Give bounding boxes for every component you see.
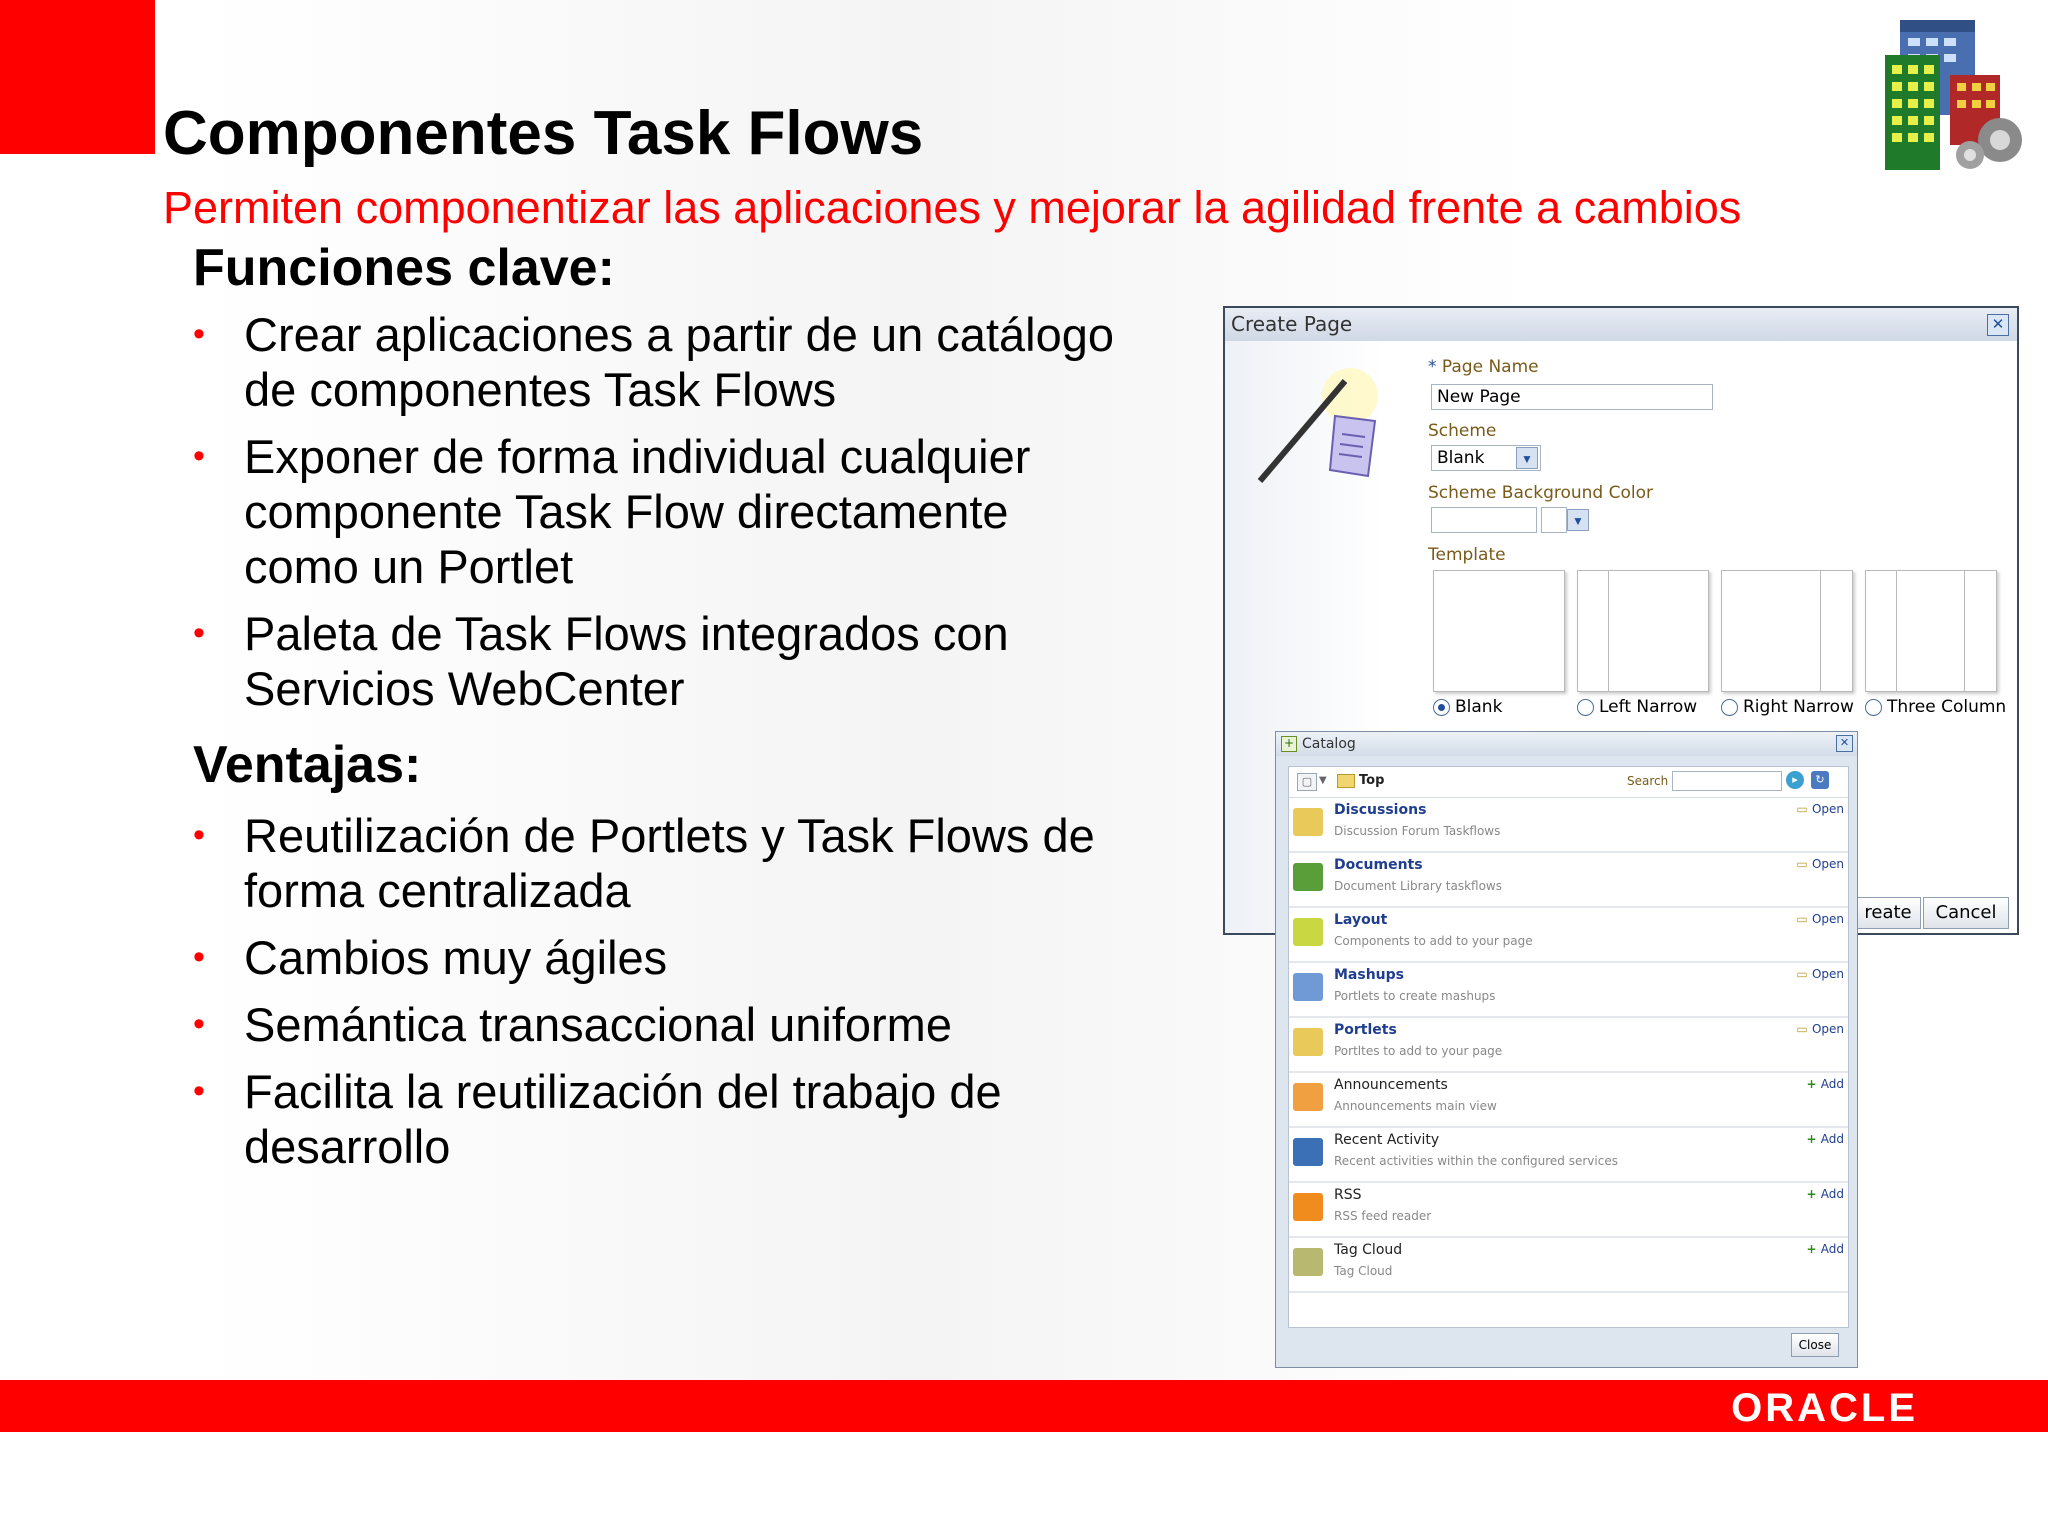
catalog-row-name[interactable]: Mashups bbox=[1334, 967, 1404, 983]
catalog-row-name[interactable]: Layout bbox=[1334, 912, 1388, 928]
add-link[interactable] bbox=[1807, 1132, 1844, 1146]
list-item: • Reutilización de Portlets y Task Flows de forma centralizada bbox=[193, 809, 1095, 917]
plus-icon: + bbox=[1806, 1187, 1821, 1201]
bullet-icon: • bbox=[193, 614, 205, 652]
catalog-row-name[interactable]: Documents bbox=[1334, 857, 1423, 873]
add-link[interactable] bbox=[1807, 1077, 1844, 1091]
catalog-row-name[interactable]: Tag Cloud bbox=[1334, 1242, 1403, 1258]
catalog-row[interactable] bbox=[1289, 1018, 1848, 1073]
folder-icon bbox=[1337, 774, 1355, 788]
catalog-add-icon: + bbox=[1281, 736, 1297, 752]
action-label: Add bbox=[1820, 1242, 1844, 1256]
scheme-bg-color-field[interactable] bbox=[1431, 507, 1537, 533]
page-name-label: * Page Name bbox=[1428, 357, 1539, 377]
action-label: Open bbox=[1811, 857, 1844, 871]
action-label: Add bbox=[1820, 1077, 1844, 1091]
plus-icon: + bbox=[1806, 1132, 1821, 1146]
buildings-logo-icon bbox=[1880, 20, 2030, 175]
breadcrumb[interactable]: Top bbox=[1359, 773, 1385, 788]
catalog-row-name[interactable]: Portlets bbox=[1334, 1022, 1397, 1038]
search-label: Search bbox=[1627, 774, 1669, 788]
template-blank-preview[interactable] bbox=[1433, 570, 1565, 692]
chevron-down-icon[interactable]: ▼ bbox=[1516, 447, 1538, 469]
catalog-row[interactable] bbox=[1289, 1073, 1848, 1128]
chevron-down-icon[interactable]: ▼ bbox=[1567, 509, 1589, 531]
oracle-logo: ORACLE bbox=[1731, 1386, 1918, 1430]
folder-icon bbox=[1293, 808, 1323, 836]
radio-left-narrow-label: Left Narrow bbox=[1599, 697, 1698, 717]
new-item-icon[interactable]: ▢ bbox=[1297, 773, 1317, 791]
refresh-icon[interactable]: ↻ bbox=[1811, 771, 1829, 789]
radio-right-narrow[interactable] bbox=[1721, 699, 1738, 716]
open-link[interactable] bbox=[1796, 912, 1844, 926]
plus-icon: + bbox=[1806, 1242, 1821, 1256]
bullet-icon: • bbox=[193, 1072, 205, 1110]
open-folder-icon: ▭ bbox=[1796, 802, 1812, 816]
radio-right-narrow-label: Right Narrow bbox=[1743, 697, 1854, 717]
catalog-footer bbox=[1276, 1325, 1857, 1367]
bullet-icon: • bbox=[193, 938, 205, 976]
chevron-down-icon[interactable]: ▼ bbox=[1319, 775, 1327, 786]
tag-icon bbox=[1293, 1248, 1323, 1276]
create-page-title: Create Page bbox=[1231, 312, 1353, 336]
catalog-row-description: Components to add to your page bbox=[1334, 934, 1533, 948]
open-link[interactable] bbox=[1796, 967, 1844, 981]
open-folder-icon: ▭ bbox=[1796, 1022, 1812, 1036]
catalog-row[interactable] bbox=[1289, 853, 1848, 908]
template-three-column-preview[interactable] bbox=[1865, 570, 1997, 692]
wand-document-icon bbox=[1250, 366, 1400, 486]
action-label: Open bbox=[1811, 967, 1844, 981]
catalog-row[interactable] bbox=[1289, 1128, 1848, 1183]
search-go-icon[interactable]: ▸ bbox=[1786, 771, 1804, 789]
radio-three-column[interactable] bbox=[1865, 699, 1882, 716]
add-link[interactable] bbox=[1807, 1187, 1844, 1201]
megaphone-icon bbox=[1293, 1083, 1323, 1111]
open-folder-icon: ▭ bbox=[1796, 857, 1812, 871]
bullet-icon: • bbox=[193, 1005, 205, 1043]
ventajas-list bbox=[193, 808, 1123, 1186]
catalog-row-name[interactable]: RSS bbox=[1334, 1187, 1362, 1203]
close-button[interactable]: Close bbox=[1791, 1333, 1839, 1357]
slide-subtitle: Permiten componentizar las aplicaciones y mejorar la agilidad frente a cambios bbox=[163, 182, 1742, 233]
catalog-row-description: RSS feed reader bbox=[1334, 1209, 1432, 1223]
catalog-title: Catalog bbox=[1302, 736, 1356, 752]
funciones-list bbox=[193, 307, 1123, 728]
catalog-row-description: Tag Cloud bbox=[1334, 1264, 1393, 1278]
list-item: • Semántica transaccional uniforme bbox=[193, 998, 952, 1051]
cancel-button[interactable]: Cancel bbox=[1923, 897, 2009, 929]
search-input[interactable] bbox=[1672, 771, 1782, 791]
radio-blank[interactable] bbox=[1433, 699, 1450, 716]
list-item: • Crear aplicaciones a partir de un catálogo de componentes Task Flows bbox=[193, 308, 1115, 416]
page-name-field[interactable]: New Page bbox=[1431, 384, 1713, 410]
add-link[interactable] bbox=[1807, 1242, 1844, 1256]
catalog-row-description: Recent activities within the configured services bbox=[1334, 1154, 1618, 1168]
catalog-row-description: Announcements main view bbox=[1334, 1099, 1497, 1113]
scheme-select[interactable]: Blank bbox=[1431, 445, 1541, 471]
radio-three-column-label: Three Column bbox=[1887, 697, 2007, 717]
create-button[interactable]: reate bbox=[1855, 897, 1921, 929]
open-folder-icon: ▭ bbox=[1796, 912, 1812, 926]
create-page-titlebar bbox=[1225, 308, 2017, 342]
action-label: Open bbox=[1811, 1022, 1844, 1036]
catalog-titlebar bbox=[1276, 732, 1857, 756]
catalog-panel bbox=[1288, 766, 1849, 1328]
portlet-folder-icon bbox=[1293, 1028, 1323, 1056]
catalog-list bbox=[1289, 798, 1848, 1293]
open-link[interactable] bbox=[1796, 1022, 1844, 1036]
list-icon bbox=[1293, 1138, 1323, 1166]
scheme-bg-color-label: Scheme Background Color bbox=[1428, 483, 1654, 503]
list-item: • Cambios muy ágiles bbox=[193, 931, 668, 984]
catalog-row[interactable] bbox=[1289, 963, 1848, 1018]
template-right-narrow-preview[interactable] bbox=[1721, 570, 1853, 692]
bullet-icon: • bbox=[193, 437, 205, 475]
radio-blank-label: Blank bbox=[1455, 697, 1503, 717]
color-swatch[interactable] bbox=[1541, 507, 1567, 533]
books-icon bbox=[1293, 863, 1323, 891]
window-folder-icon bbox=[1293, 973, 1323, 1001]
catalog-row-name[interactable]: Recent Activity bbox=[1334, 1132, 1440, 1148]
open-folder-icon: ▭ bbox=[1796, 967, 1812, 981]
catalog-row-description: Discussion Forum Taskflows bbox=[1334, 824, 1501, 838]
action-label: Open bbox=[1811, 912, 1844, 926]
bullet-icon: • bbox=[193, 315, 205, 353]
template-label: Template bbox=[1428, 545, 1506, 565]
list-item: • Facilita la reutilización del trabajo de desarrollo bbox=[193, 1065, 1002, 1173]
open-link[interactable] bbox=[1796, 802, 1844, 816]
template-left-narrow-preview[interactable] bbox=[1577, 570, 1709, 692]
folder-icon bbox=[1293, 918, 1323, 946]
catalog-row-description: Portltes to add to your page bbox=[1334, 1044, 1503, 1058]
catalog-row-name[interactable]: Discussions bbox=[1334, 802, 1427, 818]
catalog-toolbar bbox=[1289, 767, 1848, 798]
slide-title: Componentes Task Flows bbox=[163, 99, 924, 168]
action-label: Open bbox=[1811, 802, 1844, 816]
catalog-row-description: Document Library taskflows bbox=[1334, 879, 1502, 893]
red-corner-block bbox=[0, 0, 155, 154]
catalog-row[interactable] bbox=[1289, 1238, 1848, 1293]
close-icon[interactable]: ✕ bbox=[1987, 314, 2009, 336]
catalog-row-description: Portlets to create mashups bbox=[1334, 989, 1496, 1003]
close-icon[interactable]: ✕ bbox=[1836, 735, 1853, 752]
scheme-label: Scheme bbox=[1428, 421, 1497, 441]
bullet-icon: • bbox=[193, 816, 205, 854]
catalog-row[interactable] bbox=[1289, 798, 1848, 853]
open-link[interactable] bbox=[1796, 857, 1844, 871]
catalog-row-name[interactable]: Announcements bbox=[1334, 1077, 1448, 1093]
catalog-dialog bbox=[1275, 731, 1858, 1368]
list-item: • Paleta de Task Flows integrados con Servicios WebCenter bbox=[193, 607, 1009, 715]
section-funciones-clave: Funciones clave: bbox=[193, 239, 615, 297]
plus-icon: + bbox=[1806, 1077, 1821, 1091]
catalog-row[interactable] bbox=[1289, 908, 1848, 963]
rss-icon bbox=[1293, 1193, 1323, 1221]
radio-left-narrow[interactable] bbox=[1577, 699, 1594, 716]
action-label: Add bbox=[1820, 1187, 1844, 1201]
action-label: Add bbox=[1820, 1132, 1844, 1146]
list-item: • Exponer de forma individual cualquier componente Task Flow directamente como un Portlet bbox=[193, 430, 1031, 593]
section-ventajas: Ventajas: bbox=[193, 736, 422, 794]
catalog-row[interactable] bbox=[1289, 1183, 1848, 1238]
